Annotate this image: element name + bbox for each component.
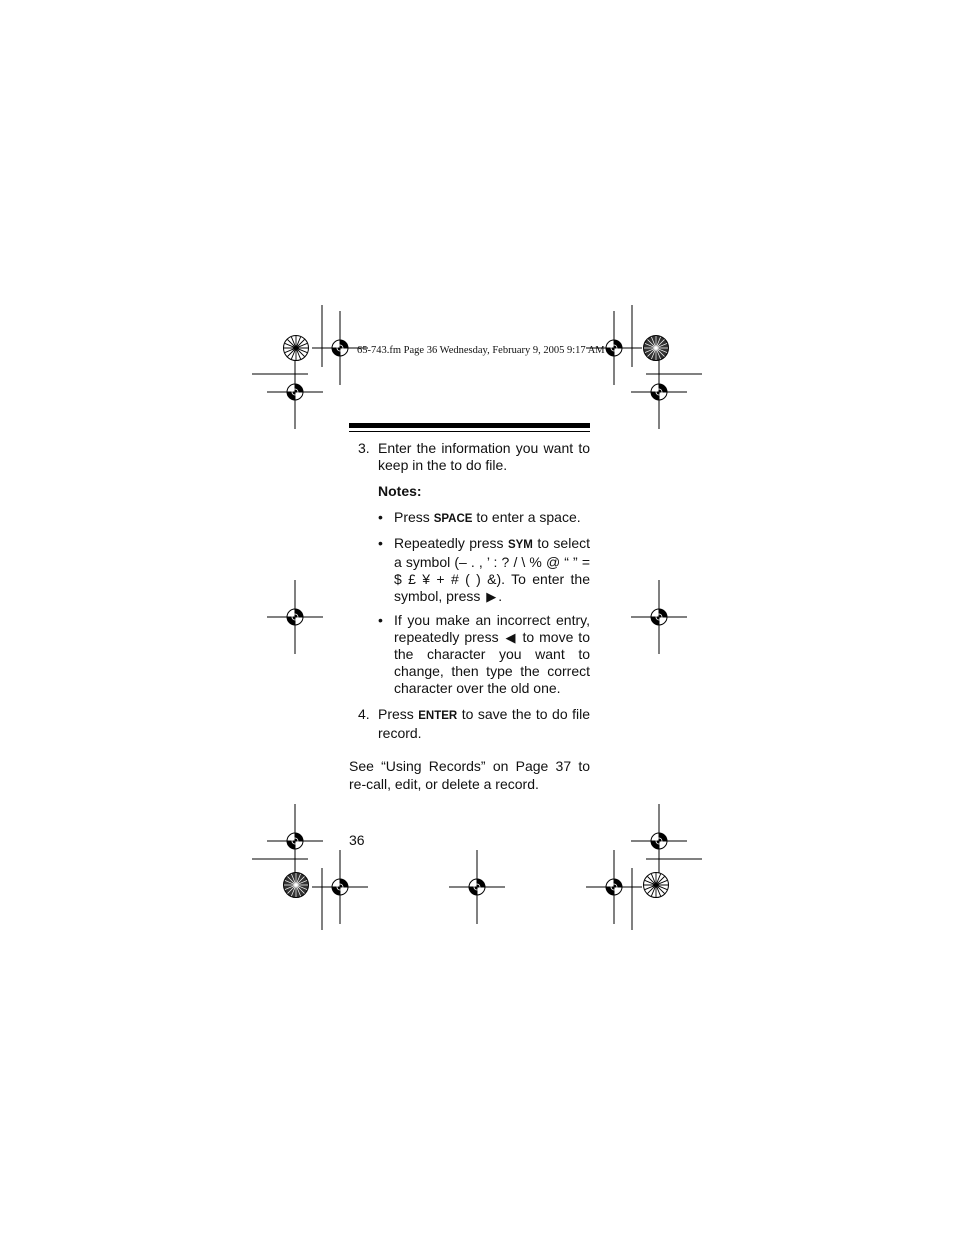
see-also-paragraph: See “Using Records” on Page 37 to re-call, edit, or delete a record. xyxy=(349,758,590,792)
bullet-glyph: • xyxy=(378,509,383,525)
key-label: ENTER xyxy=(418,710,458,722)
star-target-icon xyxy=(644,336,669,361)
file-info-header: 65-743.fm Page 36 Wednesday, February 9, 2005 9:17 AM xyxy=(357,345,605,356)
key-label: SPACE xyxy=(433,513,473,525)
key-label: SYM xyxy=(507,539,533,551)
step-text: Press ENTER to save the to do file record. xyxy=(378,706,590,741)
left-arrow-icon: ◀ xyxy=(505,630,516,645)
star-target-icon xyxy=(284,336,309,361)
note-item: Repeatedly press SYM to select a symbol (– . , ’ : ? / \ % @ “ ” = $ £ ¥ + # ( ) &). To enter the symbol, press ▶ . xyxy=(394,535,591,604)
page-number: 36 xyxy=(349,832,365,848)
step-number: 3. xyxy=(358,440,370,456)
step-text: Enter the information you want to keep in the to do file. xyxy=(378,440,590,473)
step-number: 4. xyxy=(358,706,370,722)
star-target-icon xyxy=(284,873,309,898)
right-arrow-icon: ▶ xyxy=(486,589,497,604)
star-target-icon xyxy=(644,873,669,898)
note-item: If you make an incorrect entry, repeatedly press ◀ to move to the character you want to change, then type the correct character over the old one. xyxy=(394,612,590,696)
bullet-glyph: • xyxy=(378,535,383,551)
note-item: Press SPACE to enter a space. xyxy=(394,509,581,525)
bullet-glyph: • xyxy=(378,612,383,628)
notes-title: Notes: xyxy=(378,483,422,499)
